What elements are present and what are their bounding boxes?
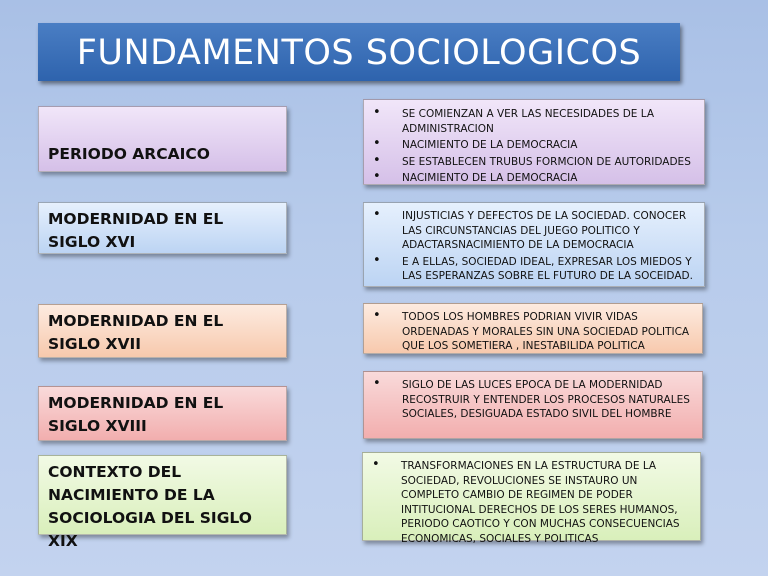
bullet-item: • SIGLO DE LAS LUCES EPOCA DE LA MODERNIDAD RECOSTRUIR Y ENTENDER LOS PROCESOS NATURALES SOCIALES, DESIGUADA ESTADO SIVIL DEL HOMBRE [372,378,694,422]
period-label-xvii [38,304,287,358]
period-notes-arcaico [363,99,705,185]
bullet-item: • NACIMIENTO DE LA DEMOCRACIA [372,171,696,186]
bullet-item: • E A ELLAS, SOCIEDAD IDEAL, EXPRESAR LOS MIEDOS Y LAS ESPERANZAS SOBRE EL FUTURO DE LA SOCEIDAD. [372,255,696,284]
period-notes-xvii [363,303,703,354]
bullet-list [372,310,694,354]
period-label-text: MODERNIDAD EN EL SIGLO XVI [48,210,224,251]
bullet-item: • SE ESTABLECEN TRUBUS FORMCION DE AUTORIDADES [372,155,696,170]
period-label-arcaico [38,106,287,172]
bullet-list [371,459,692,546]
period-label-xviii [38,386,287,441]
period-label-text: MODERNIDAD EN EL SIGLO XVIII [48,394,224,435]
period-notes-xix [362,452,701,545]
bullet-item: • SE COMIENZAN A VER LAS NECESIDADES DE LA ADMINISTRACION [372,107,696,136]
bullet-item: • INJUSTICIAS Y DEFECTOS DE LA SOCIEDAD. CONOCER LAS CIRCUNSTANCIAS DEL JUEGO POLITICO Y ADACTARSNACIMIENTO DE LA DEMOCRACIA [372,209,696,253]
period-notes-xvi [363,202,705,287]
bullet-item: • NACIMIENTO DE LA DEMOCRACIA [372,138,696,153]
period-notes-xviii [363,371,703,439]
period-label-text: CONTEXTO DEL NACIMIENTO DE LA SOCIOLOGIA DEL SIGLO XIX [48,463,252,550]
period-label-xix [38,455,287,550]
bullet-list [372,378,694,422]
period-label-xvi [38,202,287,254]
period-label-text: MODERNIDAD EN EL SIGLO XVII [48,312,224,353]
slide-title: FUNDAMENTOS SOCIOLOGICOS [38,23,680,81]
bullet-item: • TRANSFORMACIONES EN LA ESTRUCTURA DE LA SOCIEDAD, REVOLUCIONES SE INSTAURO UN COMPLETO CAMBIO DE REGIMEN DE PODER INTITUCIONAL DERECHOS DE LOS SERES HUMANOS, PERIODO CAOTICO Y CON MUCHAS CONSECUENCIAS ECONOMICAS, SOCIALES Y POLITICAS [371,459,692,546]
period-label-text: PERIODO ARCAICO [48,145,210,163]
bullet-list [372,107,696,186]
bullet-item: • TODOS LOS HOMBRES PODRIAN VIVIR VIDAS ORDENADAS Y MORALES SIN UNA SOCIEDAD POLITICA QUE LOS SOMETIERA , INESTABILIDA POLITICA [372,310,694,354]
bullet-list [372,209,696,284]
